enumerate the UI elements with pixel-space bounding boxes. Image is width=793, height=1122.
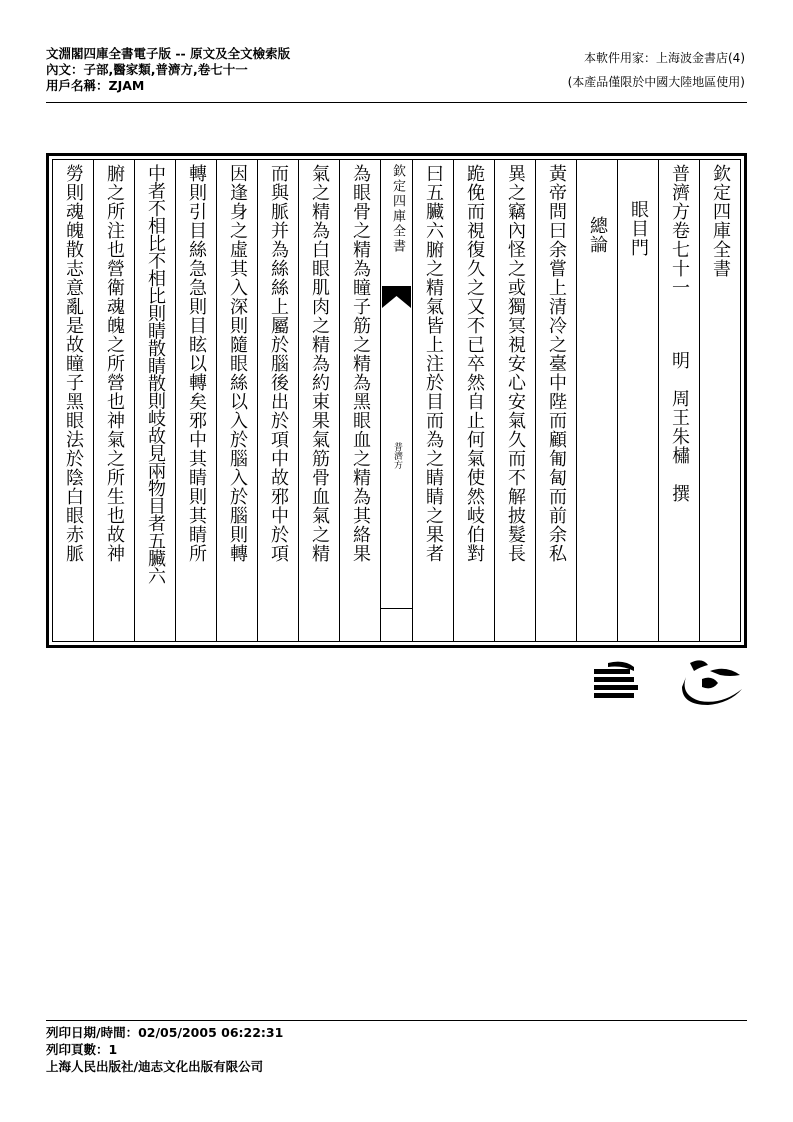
column-rule: [617, 160, 618, 641]
column-rule: [535, 160, 536, 641]
publisher-logo-icon: [590, 655, 750, 707]
column-rule: [339, 160, 340, 641]
publisher-credit: 上海人民出版社/迪志文化出版有限公司: [46, 1059, 264, 1074]
header-region-note: (本產品僅限於中國大陸地區使用): [567, 75, 745, 89]
header-content-path: 內文：子部,醫家類,普濟方,卷七十一: [46, 62, 248, 77]
text-column: 中者不相比不相比則睛散睛散則岐故見兩物目者五臟六: [145, 164, 166, 584]
header-divider: [46, 102, 747, 103]
page-frame-inner: [52, 159, 741, 642]
volume-title: 普濟方卷七十一: [669, 164, 690, 297]
header-edition: 文淵閣四庫全書電子版 -- 原文及全文檢索版: [46, 46, 291, 61]
author-line: 明 周王朱橚 撰: [669, 351, 690, 503]
text-column: 因逢身之虛其入深則隨眼絲以入於腦入於腦則轉: [227, 164, 248, 563]
column-rule: [494, 160, 495, 641]
column-rule: [658, 160, 659, 641]
column-rule: [93, 160, 94, 641]
text-column: 曰五臟六腑之精氣皆上注於目而為之睛睛之果者: [423, 164, 444, 563]
column-volume-title: [659, 160, 699, 641]
center-fold-column: [381, 160, 412, 641]
text-column: 氣之精為白眼肌肉之精為約束果氣筋骨血氣之精: [309, 164, 330, 563]
center-fold-title: 欽定四庫全書: [390, 164, 405, 254]
column-rule: [380, 160, 381, 641]
column-section-heading: 眼目門: [628, 200, 649, 257]
column-subheading: 總論: [587, 216, 608, 254]
print-datetime: 列印日期/時間：02/05/2005 06:22:31: [46, 1025, 284, 1040]
column-rule: [257, 160, 258, 641]
page-frame: [46, 153, 747, 648]
text-column: 勞則魂魄散志意亂是故瞳子黑眼法於陰白眼赤脈: [63, 164, 84, 563]
header-licensee: 本軟件用家：上海波金書店(4): [584, 51, 745, 65]
column-rule: [175, 160, 176, 641]
text-column: 黃帝問曰余嘗上清冷之臺中陛而顧匍匐而前余私: [546, 164, 567, 563]
text-column: 轉則引目絲急急則目眩以轉矣邪中其睛則其睛所: [186, 164, 207, 563]
center-fold-rule: [381, 608, 412, 609]
column-rule: [412, 160, 413, 641]
center-fold-book-name: 普濟方: [392, 442, 402, 469]
column-collection-title: 欽定四庫全書: [710, 164, 731, 278]
text-column: 異之竊內怪之或獨冥視安心安氣久而不解披髮長: [505, 164, 526, 563]
column-rule: [453, 160, 454, 641]
column-rule: [134, 160, 135, 641]
text-column: 跪俛而視復久之又不已卒然自止何氣使然岐伯對: [464, 164, 485, 563]
footer-divider: [46, 1020, 747, 1021]
header-user: 用戶名稱：ZJAM: [46, 78, 145, 93]
column-rule: [298, 160, 299, 641]
header-license: [568, 46, 745, 94]
fishtail-mark-icon: [382, 286, 411, 308]
header-info: [46, 46, 290, 94]
column-rule: [576, 160, 577, 641]
print-page-count: 列印頁數：1: [46, 1042, 118, 1057]
text-column: 腑之所注也營衛魂魄之所營也神氣之所生也故神: [104, 164, 125, 563]
text-column: 而與脈并為絲絲上屬於腦後出於項中故邪中於項: [268, 164, 289, 563]
text-column: 為眼骨之精為瞳子筋之精為黑眼血之精為其絡果: [350, 164, 371, 563]
column-rule: [699, 160, 700, 641]
column-rule: [216, 160, 217, 641]
footer-info: [46, 1024, 283, 1075]
